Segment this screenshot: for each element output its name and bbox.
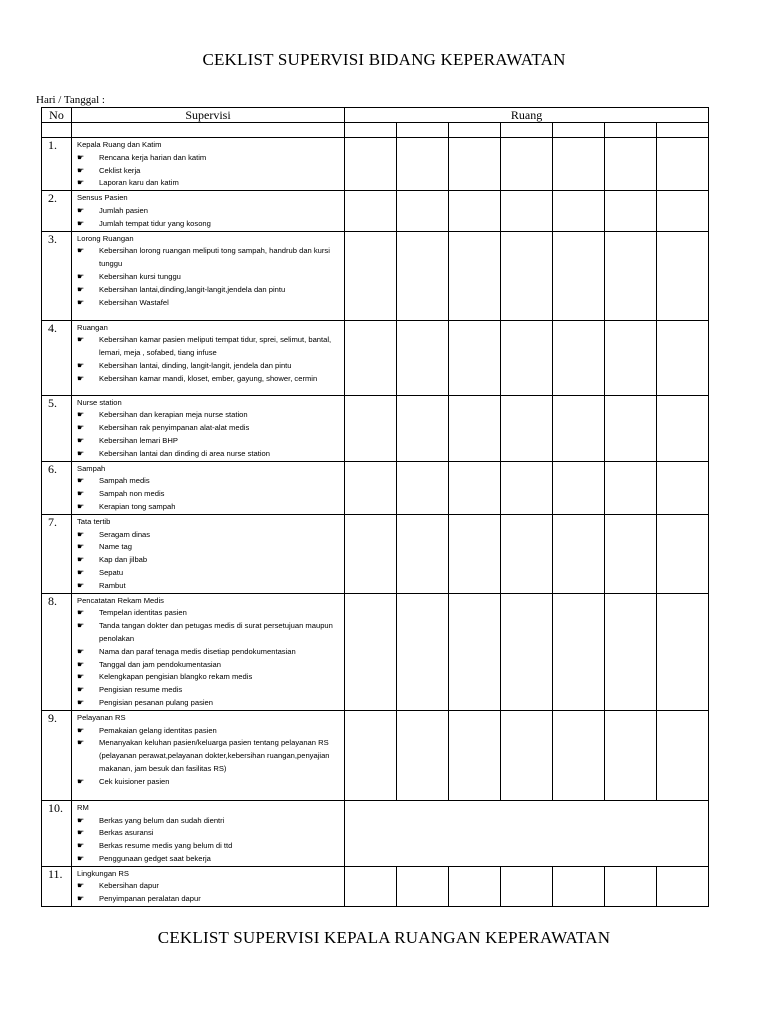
pointing-hand-icon: ☛ xyxy=(77,373,85,383)
section-row xyxy=(42,461,709,514)
ruang-check-cell[interactable] xyxy=(657,710,709,800)
checklist-item xyxy=(77,893,344,906)
section-title: Sensus Pasien xyxy=(77,193,128,203)
ruang-check-cell[interactable] xyxy=(449,138,501,191)
ruang-check-cell[interactable] xyxy=(501,231,553,320)
ruang-col xyxy=(553,123,605,138)
section-title: Pencatatan Rekam Medis xyxy=(77,595,164,605)
section-row xyxy=(42,395,709,461)
checklist-item xyxy=(77,165,344,178)
section-number: 10. xyxy=(42,800,72,866)
section-row xyxy=(42,138,709,191)
section-title: Kepala Ruang dan Katim xyxy=(77,140,162,149)
ruang-check-cell[interactable] xyxy=(657,461,709,514)
ruang-check-cell[interactable] xyxy=(449,593,501,710)
ruang-col xyxy=(397,123,449,138)
item-text: Rambut xyxy=(99,580,126,590)
section-row xyxy=(42,866,709,906)
item-text: Menanyakan keluhan pasien/keluarga pasien tentang pelayanan RS (pelayanan perawat,pelayanan dokter,kebersihan ruangan,penyajian makanan, jam besuk dan fasilitas RS) xyxy=(99,738,330,773)
ruang-check-cell[interactable] xyxy=(657,191,709,231)
checklist-item xyxy=(77,554,344,567)
item-text: Name tag xyxy=(99,542,132,552)
ruang-check-cell[interactable] xyxy=(345,231,397,320)
item-text: Kebersihan kamar pasien meliputi tempat tidur, sprei, selimut, bantal, lemari, meja , sofabed, tiang infuse xyxy=(99,335,332,358)
checklist-item xyxy=(77,853,344,866)
checklist-item xyxy=(77,284,344,297)
item-text: Kebersihan kamar mandi, kloset, ember, gayung, shower, cermin xyxy=(99,373,318,383)
ruang-check-cell[interactable] xyxy=(605,514,657,593)
ruang-check-cell[interactable] xyxy=(449,710,501,800)
checklist-item xyxy=(77,827,344,840)
pointing-hand-icon: ☛ xyxy=(77,218,85,228)
ruang-check-cell[interactable] xyxy=(449,191,501,231)
ruang-col xyxy=(657,123,709,138)
item-text: Penyimpanan peralatan dapur xyxy=(99,894,201,904)
checklist-item xyxy=(77,334,344,360)
ruang-check-cell[interactable] xyxy=(657,866,709,906)
item-text: Jumlah tempat tidur yang kosong xyxy=(99,218,211,228)
ruang-check-cell[interactable] xyxy=(345,395,397,461)
ruang-check-cell[interactable] xyxy=(397,461,449,514)
item-text: Kerapian tong sampah xyxy=(99,501,176,511)
item-text: Ceklist kerja xyxy=(99,165,141,175)
item-text: Seragam dinas xyxy=(99,529,151,539)
section-content xyxy=(72,514,345,593)
ruang-check-cell[interactable] xyxy=(449,231,501,320)
checklist-item xyxy=(77,488,344,501)
pointing-hand-icon: ☛ xyxy=(77,410,85,420)
checklist-item xyxy=(77,152,344,165)
ruang-check-cell[interactable] xyxy=(605,593,657,710)
ruang-check-cell[interactable] xyxy=(397,231,449,320)
pointing-hand-icon: ☛ xyxy=(77,567,85,577)
ruang-check-cell[interactable] xyxy=(449,866,501,906)
ruang-col xyxy=(501,123,553,138)
pointing-hand-icon: ☛ xyxy=(77,489,85,499)
ruang-check-cell[interactable] xyxy=(345,320,397,395)
checklist-item xyxy=(77,177,344,190)
item-text: Penggunaan gedget saat bekerja xyxy=(99,853,211,863)
checklist-item xyxy=(77,659,344,672)
ruang-check-cell[interactable] xyxy=(553,514,605,593)
pointing-hand-icon: ☛ xyxy=(77,297,85,307)
checklist-item xyxy=(77,297,344,310)
ruang-check-cell[interactable] xyxy=(397,191,449,231)
ruang-check-cell[interactable] xyxy=(397,514,449,593)
item-text: Pengisian pesanan pulang pasien xyxy=(99,697,213,707)
item-text: Sepatu xyxy=(99,567,124,577)
ruang-check-cell[interactable] xyxy=(449,320,501,395)
checklist-item xyxy=(77,435,344,448)
ruang-check-cell[interactable] xyxy=(605,395,657,461)
ruang-check-cell[interactable] xyxy=(397,866,449,906)
item-text: Kelengkapan pengisian blangko rekam medis xyxy=(99,672,253,682)
pointing-hand-icon: ☛ xyxy=(77,178,85,188)
checklist-item xyxy=(77,218,344,231)
ruang-check-cell[interactable] xyxy=(345,138,397,191)
ruang-check-cell[interactable] xyxy=(553,710,605,800)
pointing-hand-icon: ☛ xyxy=(77,555,85,565)
section-content xyxy=(72,320,345,395)
item-text: Tanggal dan jam pendokumentasian xyxy=(99,659,222,669)
header-supervisi: Supervisi xyxy=(72,108,345,123)
section-number: 3. xyxy=(42,231,72,320)
item-text: Berkas yang belum dan sudah dientri xyxy=(99,815,225,825)
ruang-check-cell[interactable] xyxy=(553,138,605,191)
section-title: Sampah xyxy=(77,463,106,473)
ruang-col xyxy=(605,123,657,138)
ruang-col xyxy=(345,123,397,138)
section-row xyxy=(42,514,709,593)
item-text: Sampah medis xyxy=(99,476,150,486)
ruang-check-cell[interactable] xyxy=(397,593,449,710)
pointing-hand-icon: ☛ xyxy=(77,165,85,175)
pointing-hand-icon: ☛ xyxy=(77,776,85,786)
checklist-item xyxy=(77,684,344,697)
pointing-hand-icon: ☛ xyxy=(77,672,85,682)
section-title: Tata tertib xyxy=(77,516,111,526)
pointing-hand-icon: ☛ xyxy=(77,271,85,281)
ruang-check-cell[interactable] xyxy=(501,461,553,514)
ruang-check-cell[interactable] xyxy=(657,138,709,191)
section-title: Lorong Ruangan xyxy=(77,233,134,243)
checklist-item xyxy=(77,620,344,646)
item-text: Pemakaian gelang identitas pasien xyxy=(99,725,217,735)
ruang-check-cell[interactable] xyxy=(345,710,397,800)
checklist-table xyxy=(41,107,709,907)
checklist-item xyxy=(77,501,344,514)
ruang-check-cell[interactable] xyxy=(553,395,605,461)
checklist-item xyxy=(77,541,344,554)
checklist-item xyxy=(77,448,344,461)
second-document-title: CEKLIST SUPERVISI KEPALA RUANGAN KEPERAWATAN xyxy=(157,928,611,947)
pointing-hand-icon: ☛ xyxy=(77,894,85,904)
ruang-check-cell[interactable] xyxy=(501,138,553,191)
pointing-hand-icon: ☛ xyxy=(77,246,85,256)
pointing-hand-icon: ☛ xyxy=(77,529,85,539)
ruang-check-cell[interactable] xyxy=(605,461,657,514)
item-text: Nama dan paraf tenaga medis disetiap pendokumentasian xyxy=(99,646,296,656)
checklist-item xyxy=(77,671,344,684)
ruang-check-cell[interactable] xyxy=(657,514,709,593)
pointing-hand-icon: ☛ xyxy=(77,738,85,748)
item-text: Berkas resume medis yang belum di ttd xyxy=(99,841,233,851)
section-number: 11. xyxy=(42,866,72,906)
ruang-check-cell[interactable] xyxy=(345,461,397,514)
ruang-check-cell[interactable] xyxy=(501,593,553,710)
ruang-merged-cell[interactable] xyxy=(345,800,709,866)
ruang-check-cell[interactable] xyxy=(449,461,501,514)
ruang-check-cell[interactable] xyxy=(345,191,397,231)
pointing-hand-icon: ☛ xyxy=(77,608,85,618)
section-content xyxy=(72,138,345,191)
ruang-check-cell[interactable] xyxy=(553,320,605,395)
item-text: Kebersihan lorong ruangan meliputi tong sampah, handrub dan kursi tunggu xyxy=(99,246,330,269)
ruang-check-cell[interactable] xyxy=(553,461,605,514)
item-text: Kebersihan lantai, dinding, langit-langit, jendela dan pintu xyxy=(99,360,292,370)
item-text: Kebersihan rak penyimpanan alat-alat medis xyxy=(99,423,250,433)
pointing-hand-icon: ☛ xyxy=(77,580,85,590)
section-title: Nurse station xyxy=(77,397,122,407)
checklist-item xyxy=(77,475,344,488)
section-content xyxy=(72,800,345,866)
ruang-check-cell[interactable] xyxy=(397,395,449,461)
checklist-item xyxy=(77,409,344,422)
ruang-check-cell[interactable] xyxy=(501,191,553,231)
section-row xyxy=(42,593,709,710)
ruang-check-cell[interactable] xyxy=(605,320,657,395)
pointing-hand-icon: ☛ xyxy=(77,152,85,162)
pointing-hand-icon: ☛ xyxy=(77,725,85,735)
ruang-check-cell[interactable] xyxy=(501,395,553,461)
checklist-item xyxy=(77,815,344,828)
section-number: 8. xyxy=(42,593,72,710)
ruang-check-cell[interactable] xyxy=(345,866,397,906)
section-content xyxy=(72,593,345,710)
checklist-item xyxy=(77,737,344,775)
section-row xyxy=(42,710,709,800)
checklist-item xyxy=(77,776,344,789)
ruang-check-cell[interactable] xyxy=(605,866,657,906)
checklist-item xyxy=(77,646,344,659)
section-content xyxy=(72,461,345,514)
pointing-hand-icon: ☛ xyxy=(77,542,85,552)
item-text: Kebersihan kursi tunggu xyxy=(99,271,181,281)
ruang-check-cell[interactable] xyxy=(657,395,709,461)
item-text: Kebersihan dan kerapian meja nurse station xyxy=(99,410,248,420)
item-text: Laporan karu dan katim xyxy=(99,178,179,188)
section-number: 7. xyxy=(42,514,72,593)
item-text: Kebersihan lantai,dinding,langit-langit,jendela dan pintu xyxy=(99,284,286,294)
section-row xyxy=(42,231,709,320)
ruang-check-cell[interactable] xyxy=(397,710,449,800)
ruang-check-cell[interactable] xyxy=(605,710,657,800)
checklist-item xyxy=(77,697,344,710)
date-label: Hari / Tanggal : xyxy=(36,94,105,106)
section-title: Pelayanan RS xyxy=(77,712,126,722)
ruang-check-cell[interactable] xyxy=(449,514,501,593)
ruang-check-cell[interactable] xyxy=(501,866,553,906)
ruang-check-cell[interactable] xyxy=(449,395,501,461)
item-text: Kebersihan dapur xyxy=(99,881,159,891)
checklist-item xyxy=(77,880,344,893)
pointing-hand-icon: ☛ xyxy=(77,841,85,851)
pointing-hand-icon: ☛ xyxy=(77,685,85,695)
section-content xyxy=(72,395,345,461)
pointing-hand-icon: ☛ xyxy=(77,435,85,445)
section-row xyxy=(42,320,709,395)
checklist-item xyxy=(77,360,344,373)
section-number: 1. xyxy=(42,138,72,191)
header-no: No xyxy=(42,108,72,123)
item-text: Sampah non medis xyxy=(99,489,165,499)
item-text: Kebersihan Wastafel xyxy=(99,297,169,307)
item-text: Cek kuisioner pasien xyxy=(99,776,170,786)
pointing-hand-icon: ☛ xyxy=(77,205,85,215)
ruang-check-cell[interactable] xyxy=(397,138,449,191)
ruang-check-cell[interactable] xyxy=(501,320,553,395)
checklist-item xyxy=(77,422,344,435)
ruang-col xyxy=(449,123,501,138)
pointing-hand-icon: ☛ xyxy=(77,476,85,486)
pointing-hand-icon: ☛ xyxy=(77,621,85,631)
section-title: RM xyxy=(77,802,89,812)
section-row xyxy=(42,800,709,866)
ruang-check-cell[interactable] xyxy=(553,191,605,231)
ruang-check-cell[interactable] xyxy=(605,138,657,191)
checklist-item xyxy=(77,205,344,218)
ruang-check-cell[interactable] xyxy=(553,593,605,710)
section-number: 2. xyxy=(42,191,72,231)
ruang-check-cell[interactable] xyxy=(657,320,709,395)
section-number: 5. xyxy=(42,395,72,461)
item-text: Pengisian resume medis xyxy=(99,685,183,695)
checklist-item xyxy=(77,373,344,386)
ruang-check-cell[interactable] xyxy=(605,231,657,320)
section-number: 6. xyxy=(42,461,72,514)
section-title: Ruangan xyxy=(77,322,108,332)
pointing-hand-icon: ☛ xyxy=(77,881,85,891)
ruang-check-cell[interactable] xyxy=(657,593,709,710)
checklist-item xyxy=(77,245,344,271)
ruang-check-cell[interactable] xyxy=(501,710,553,800)
section-content xyxy=(72,710,345,800)
header-ruang: Ruang xyxy=(345,108,709,123)
item-text: Kebersihan lantai dan dinding di area nurse station xyxy=(99,448,270,458)
ruang-check-cell[interactable] xyxy=(501,514,553,593)
pointing-hand-icon: ☛ xyxy=(77,853,85,863)
ruang-check-cell[interactable] xyxy=(345,593,397,710)
section-content xyxy=(72,231,345,320)
pointing-hand-icon: ☛ xyxy=(77,360,85,370)
item-text: Kap dan jilbab xyxy=(99,555,148,565)
checklist-item xyxy=(77,529,344,542)
pointing-hand-icon: ☛ xyxy=(77,697,85,707)
pointing-hand-icon: ☛ xyxy=(77,501,85,511)
checklist-item xyxy=(77,607,344,620)
document-title: CEKLIST SUPERVISI BIDANG KEPERAWATAN xyxy=(202,50,566,69)
ruang-check-cell[interactable] xyxy=(345,514,397,593)
item-text: Berkas asuransi xyxy=(99,828,154,838)
item-text: Kebersihan lemari BHP xyxy=(99,435,178,445)
item-text: Tempelan identitas pasien xyxy=(99,608,187,618)
section-number: 9. xyxy=(42,710,72,800)
ruang-check-cell[interactable] xyxy=(553,866,605,906)
item-text: Tanda tangan dokter dan petugas medis di surat persetujuan maupun penolakan xyxy=(99,621,333,643)
pointing-hand-icon: ☛ xyxy=(77,659,85,669)
section-content xyxy=(72,866,345,906)
section-row xyxy=(42,191,709,231)
checklist-item xyxy=(77,840,344,853)
checklist-item xyxy=(77,271,344,284)
item-text: Jumlah pasien xyxy=(99,205,148,215)
pointing-hand-icon: ☛ xyxy=(77,284,85,294)
pointing-hand-icon: ☛ xyxy=(77,815,85,825)
ruang-check-cell[interactable] xyxy=(605,191,657,231)
section-content xyxy=(72,191,345,231)
checklist-item xyxy=(77,580,344,593)
section-title: Lingkungan RS xyxy=(77,868,129,878)
pointing-hand-icon: ☛ xyxy=(77,646,85,656)
pointing-hand-icon: ☛ xyxy=(77,423,85,433)
ruang-check-cell[interactable] xyxy=(553,231,605,320)
pointing-hand-icon: ☛ xyxy=(77,335,85,345)
checklist-item xyxy=(77,725,344,738)
item-text: Rencana kerja harian dan katim xyxy=(99,152,207,162)
ruang-check-cell[interactable] xyxy=(397,320,449,395)
pointing-hand-icon: ☛ xyxy=(77,828,85,838)
section-number: 4. xyxy=(42,320,72,395)
checklist-item xyxy=(77,567,344,580)
pointing-hand-icon: ☛ xyxy=(77,448,85,458)
ruang-check-cell[interactable] xyxy=(657,231,709,320)
